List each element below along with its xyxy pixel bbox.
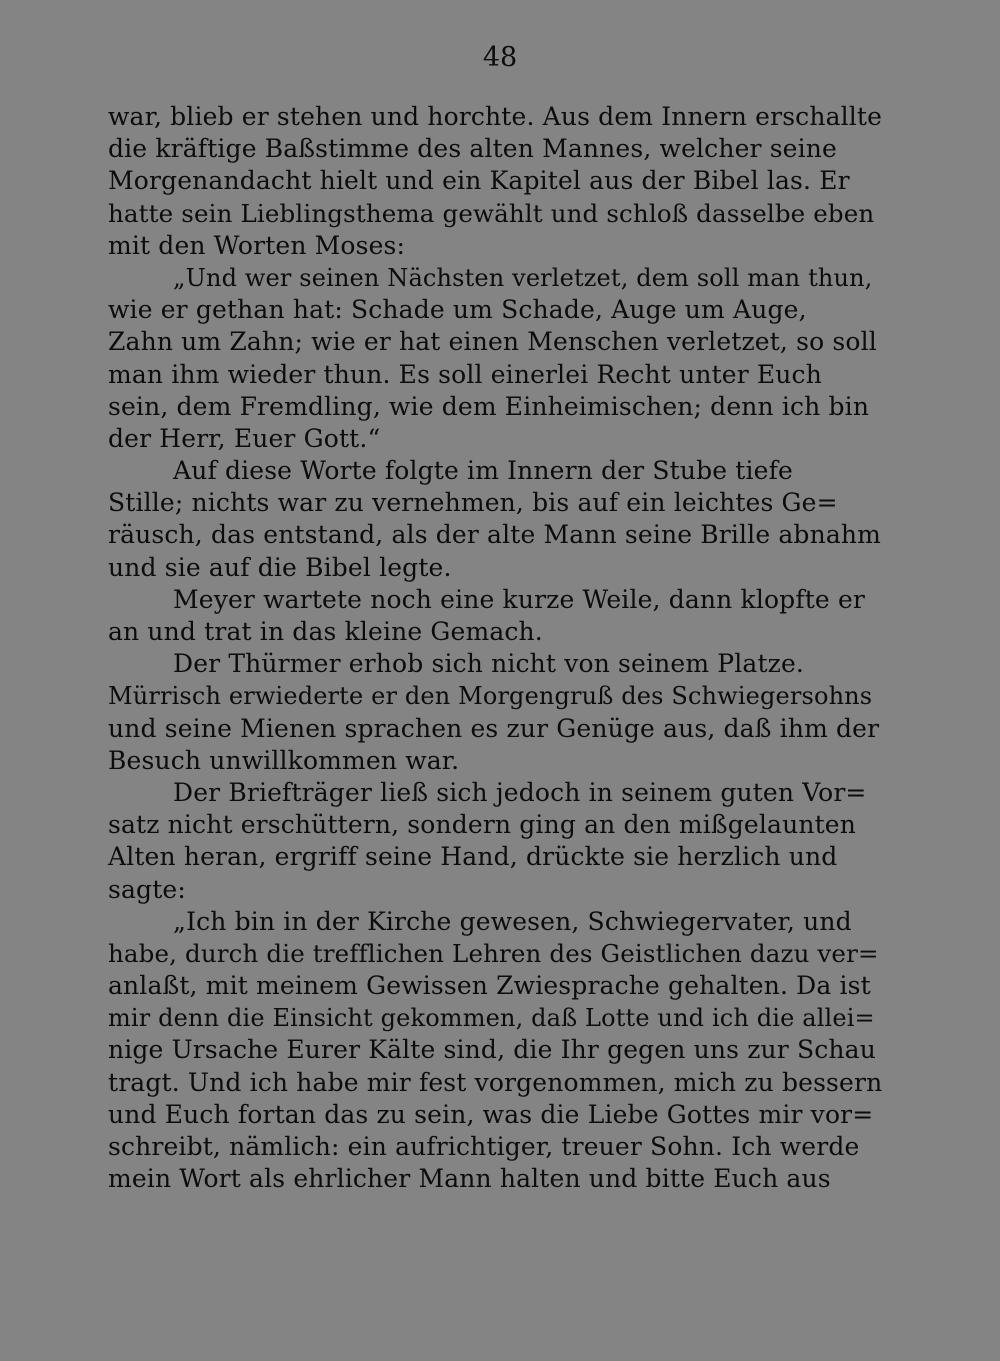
text-line: räusch, das entstand, als der alte Mann seine Brille abnahm (108, 520, 881, 550)
text-line: und Euch fortan das zu sein, was die Liebe Gottes mir vor= (108, 1099, 874, 1129)
text-line: „Und wer seinen Nächsten verletzet, dem soll man thun, (173, 263, 873, 292)
text-line: der Herr, Euer Gott.“ (108, 423, 381, 453)
text-line: man ihm wieder thun. Es soll einerlei Recht unter Euch (108, 359, 822, 389)
text-line: Alten heran, ergriff seine Hand, drückte sie herzlich und (108, 842, 838, 872)
text-line: war, blieb er stehen und horchte. Aus dem Innern erschallte (108, 102, 883, 131)
body-text (108, 101, 883, 1195)
text-line: nige Ursache Eurer Kälte sind, die Ihr gegen uns zur Schau (108, 1035, 876, 1065)
text-line: tragt. Und ich habe mir fest vorgenommen, mich zu bessern (108, 1067, 883, 1097)
text-line: „Ich bin in der Kirche gewesen, Schwiegervater, und (173, 906, 852, 936)
text-line: wie er gethan hat: Schade um Schade, Auge um Auge, (108, 295, 807, 325)
text-line: schreibt, nämlich: ein aufrichtiger, treuer Sohn. Ich werde (108, 1132, 860, 1161)
text-line: Besuch unwillkommen war. (108, 745, 460, 775)
text-line: Auf diese Worte folgte im Innern der Stube tiefe (173, 456, 793, 486)
text-line: mit den Worten Moses: (108, 230, 406, 260)
text-line: und seine Mienen sprachen es zur Genüge aus, daß ihm der (108, 713, 880, 743)
text-line: Stille; nichts war zu vernehmen, bis auf ein leichtes Ge= (108, 488, 838, 518)
text-line: Der Thürmer erhob sich nicht von seinem Platze. (173, 649, 804, 679)
text-line: Mürrisch erwiederte er den Morgengruß des Schwiegersohns (108, 682, 873, 711)
text-line: Morgenandacht hielt und ein Kapitel aus der Bibel las. Er (108, 166, 850, 196)
page-number: 48 (482, 42, 518, 73)
text-line: an und trat in das kleine Gemach. (108, 617, 543, 646)
text-line: habe, durch die trefflichen Lehren des Geistlichen dazu ver= (108, 938, 879, 968)
text-line: und sie auf die Bibel legte. (108, 552, 452, 582)
text-line: satz nicht erschüttern, sondern ging an den mißgelaunten (108, 810, 856, 840)
text-line: anlaßt, mit meinem Gewissen Zwiesprache gehalten. Da ist (108, 971, 871, 1001)
text-line: Zahn um Zahn; wie er hat einen Menschen verletzet, so soll (108, 327, 877, 357)
text-line: hatte sein Lieblingsthema gewählt und schloß dasselbe eben (108, 198, 875, 228)
text-line: mir denn die Einsicht gekommen, daß Lotte und ich die allei= (108, 1004, 875, 1033)
text-line: sagte: (108, 874, 186, 904)
text-line: die kräftige Baßstimme des alten Mannes, welcher seine (108, 134, 837, 164)
text-line: Meyer wartete noch eine kurze Weile, dann klopfte er (173, 584, 866, 614)
text-line: mein Wort als ehrlicher Mann halten und bitte Euch aus (108, 1164, 831, 1194)
text-line: sein, dem Fremdling, wie dem Einheimischen; denn ich bin (108, 391, 870, 421)
text-line: Der Briefträger ließ sich jedoch in seinem guten Vor= (173, 777, 867, 807)
